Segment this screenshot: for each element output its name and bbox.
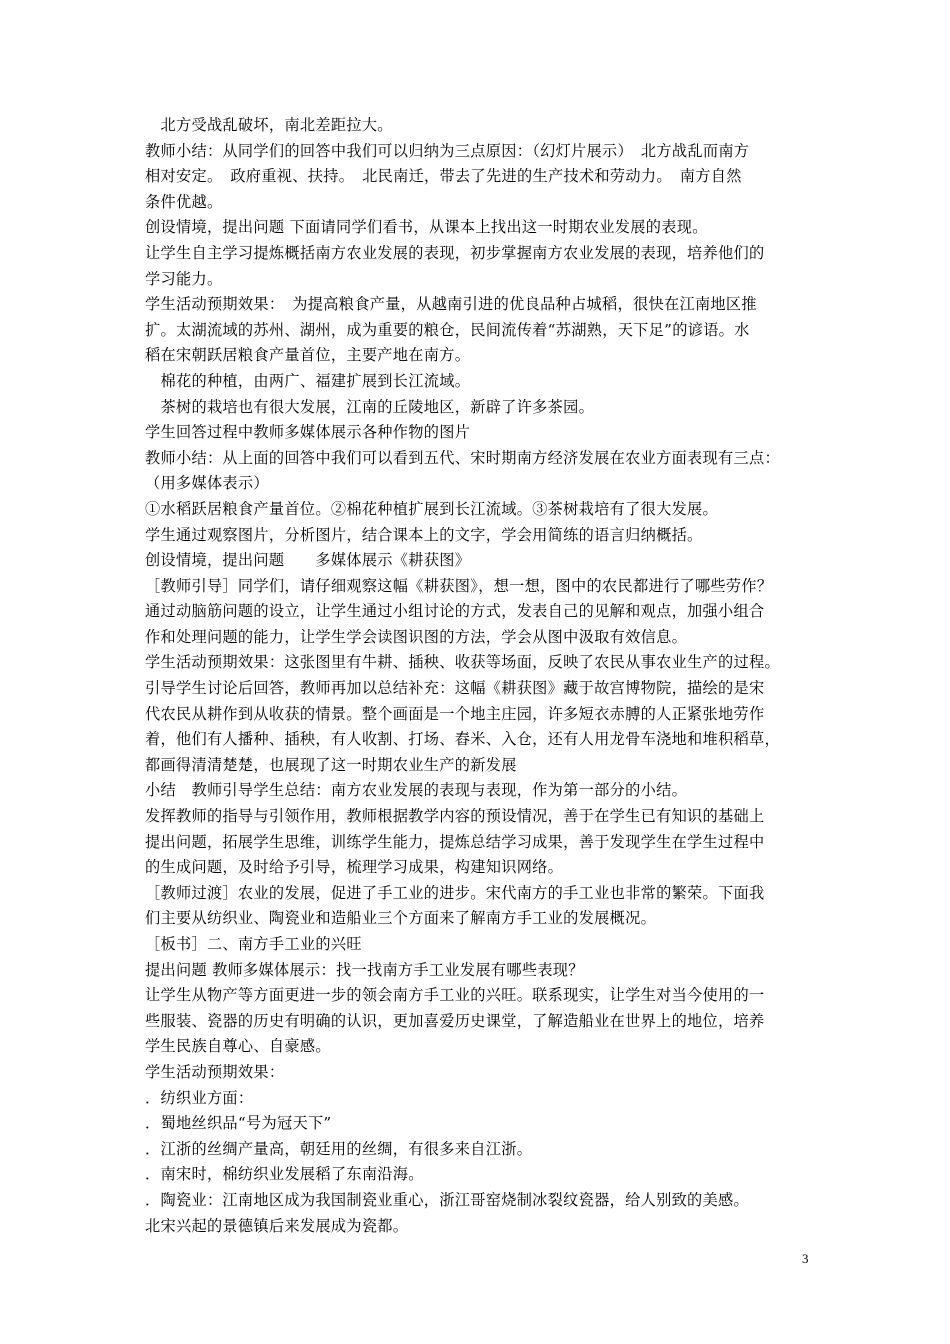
text-line: 作和处理问题的能力，让学生学会读图识图的方法，学会从图中汲取有效信息。 [145, 627, 688, 646]
text-line: 引导学生讨论后回答，教师再加以总结补充：这幅《耕获图》藏于故宫博物院，描绘的是宋 [145, 679, 765, 698]
text-line: 代农民从耕作到从收获的情景。整个画面是一个地主庄园，许多短衣赤膊的人正紧张地劳作 [145, 704, 765, 723]
text-line: 教师小结：从上面的回答中我们可以看到五代、宋时期南方经济发展在农业方面表现有三点： [145, 448, 780, 467]
text-line: 北宋兴起的景德镇后来发展成为瓷都。 [145, 1216, 409, 1235]
text-line: （用多媒体表示） [145, 474, 269, 493]
page-number: 3 [802, 1251, 809, 1266]
text-line: 学生回答过程中教师多媒体展示各种作物的图片 [145, 423, 471, 442]
text-line: 学生民族自尊心、自豪感。 [145, 1037, 331, 1056]
text-line: 学生活动预期效果： 为提高粮食产量，从越南引进的优良品种占城稻，很快在江南地区推 [145, 295, 757, 314]
text-line: 小结 教师引导学生总结：南方农业发展的表现与表现，作为第一部分的小结。 [145, 781, 688, 800]
text-line: 学习能力。 [145, 269, 223, 288]
text-line: ．南宋时，棉纺织业发展稻了东南沿海。 [145, 1165, 424, 1184]
text-line: 发挥教师的指导与引领作用，教师根据教学内容的预设情况，善于在学生已有知识的基础上 [145, 807, 765, 826]
text-line: 北方受战乱破坏，南北差距拉大。 [145, 116, 393, 134]
text-line: 条件优越。 [145, 192, 223, 211]
text-line: 学生通过观察图片，分析图片，结合课本上的文字，学会用简练的语言归纳概括。 [145, 525, 703, 544]
text-line: ［教师引导］同学们，请仔细观察这幅《耕获图》，想一想，图中的农民都进行了哪些劳作？ [145, 576, 773, 595]
text-line: ．陶瓷业：江南地区成为我国制瓷业重心，浙江哥窑烧制冰裂纹瓷器，给人别致的美感。 [145, 1190, 750, 1209]
text-line: 些服装、瓷器的历史有明确的认识，更加喜爱历史课堂，了解造船业在世界上的地位，培养 [145, 1011, 765, 1030]
text-line: 棉花的种植，由两广、福建扩展到长江流域。 [145, 371, 471, 390]
text-line: ．江浙的丝绸产量高，朝廷用的丝绸，有很多来自江浙。 [145, 1139, 533, 1158]
text-line: 让学生从物产等方面更进一步的领会南方手工业的兴旺。联系现实，让学生对当今使用的一 [145, 986, 765, 1005]
text-line: 们主要从纺织业、陶瓷业和造船业三个方面来了解南方手工业的发展概况。 [145, 909, 657, 928]
text-line: 都画得清清楚楚，也展现了这一时期农业生产的新发展 [145, 755, 517, 774]
text-line: 学生活动预期效果：这张图里有牛耕、插秧、收获等场面，反映了农民从事农业生产的过程。 [145, 653, 780, 672]
text-line: 扩。太湖流域的苏州、湖州，成为重要的粮仓，民间流传着“苏湖熟，天下足”的谚语。水 [145, 320, 750, 339]
text-line: ．纺织业方面： [145, 1088, 254, 1107]
text-line: 创设情境，提出问题 多媒体展示《耕获图》 [145, 551, 471, 570]
text-line: 学生活动预期效果： [145, 1062, 285, 1081]
text-line: 稻在宋朝跃居粮食产量首位，主要产地在南方。 [145, 346, 471, 365]
text-line: ［教师过渡］农业的发展，促进了手工业的进步。宋代南方的手工业也非常的繁荣。下面我 [145, 883, 765, 902]
text-line: 创设情境，提出问题 下面请同学们看书，从课本上找出这一时期农业发展的表现。 [145, 218, 708, 237]
text-line: 提出问题 教师多媒体展示：找一找南方手工业发展有哪些表现？ [145, 960, 584, 979]
text-line: 教师小结：从同学们的回答中我们可以归纳为三点原因：（幻灯片展示） 北方战乱而南方 [145, 141, 750, 160]
text-line: 的生成问题，及时给予引导，梳理学习成果，构建知识网络。 [145, 858, 564, 877]
text-line: 茶树的栽培也有很大发展，江南的丘陵地区，新辟了许多茶园。 [145, 397, 595, 416]
text-line: ．蜀地丝织品“号为冠天下” [145, 1114, 332, 1133]
text-line: ①水稻跃居粮食产量首位。②棉花种植扩展到长江流域。③茶树栽培有了很大发展。 [145, 499, 719, 518]
document-body [145, 113, 813, 1239]
text-line: 着，他们有人播种、插秧，有人收割、打场、舂米、入仓，还有人用龙骨车浇地和堆积稻草， [145, 730, 780, 749]
text-line: 相对安定。 政府重视、扶持。 北民南迁，带去了先进的生产技术和劳动力。 南方自然 [145, 167, 742, 186]
text-line: 通过动脑筋问题的设立，让学生通过小组讨论的方式，发表自己的见解和观点，加强小组合 [145, 602, 765, 621]
text-line: ［板书］二、南方手工业的兴旺 [145, 935, 362, 953]
text-line: 提出问题，拓展学生思维，训练学生能力，提炼总结学习成果，善于发现学生在学生过程中 [145, 832, 765, 851]
text-line: 让学生自主学习提炼概括南方农业发展的表现，初步掌握南方农业发展的表现，培养他们的 [145, 243, 765, 262]
